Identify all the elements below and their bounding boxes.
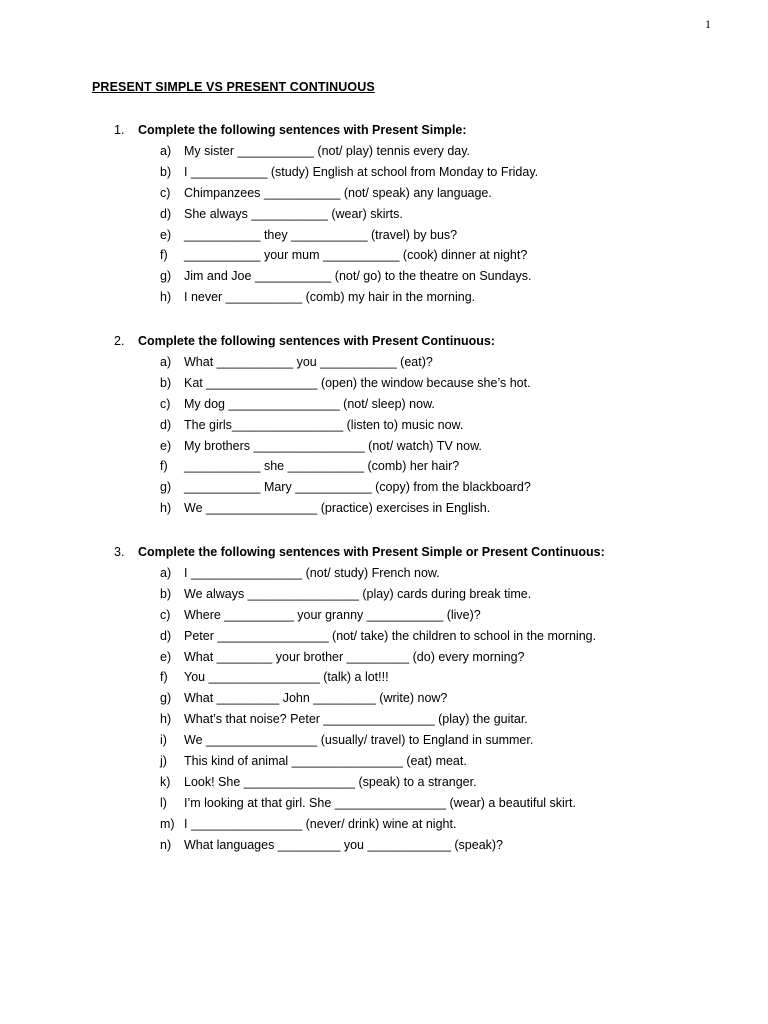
section-instructions: Complete the following sentences with Present Simple: (138, 123, 467, 137)
exercise-item (0, 290, 768, 311)
exercise-item (0, 587, 768, 608)
exercise-item (0, 817, 768, 838)
exercise-item (0, 775, 768, 796)
exercise-list (0, 355, 768, 522)
exercise-item (0, 629, 768, 650)
exercise-item (0, 796, 768, 817)
item-letter: b) (160, 586, 172, 601)
item-sentence: My sister ___________ (not/ play) tennis every day. (184, 144, 471, 158)
exercise-item (0, 480, 768, 501)
item-letter: g) (160, 480, 172, 495)
exercise-item (0, 712, 768, 733)
page-number: 1 (705, 17, 711, 31)
item-sentence: ___________ she ___________ (comb) her hair? (184, 459, 460, 474)
item-sentence: Where __________ your granny ___________ (live)? (184, 607, 481, 622)
item-letter: e) (160, 649, 172, 664)
exercise-item (0, 650, 768, 671)
item-sentence: What ________ your brother _________ (do) every morning? (184, 649, 525, 664)
item-sentence: Look! She ________________ (speak) to a stranger. (184, 774, 477, 789)
item-letter: f) (160, 248, 168, 263)
item-letter: g) (160, 691, 172, 706)
item-letter: d) (160, 206, 172, 221)
exercise-item (0, 501, 768, 522)
exercise-item (0, 670, 768, 691)
item-letter: j) (160, 754, 167, 769)
exercise-item (0, 838, 768, 859)
exercise-item (0, 228, 768, 249)
section-number: 2. (114, 334, 125, 348)
exercise-item (0, 376, 768, 397)
exercise-item (0, 269, 768, 290)
item-sentence: Jim and Joe ___________ (not/ go) to the theatre on Sundays. (184, 269, 532, 284)
item-letter: k) (160, 774, 171, 789)
item-sentence: My brothers ________________ (not/ watch) TV now. (184, 438, 482, 453)
section-heading (0, 334, 768, 355)
item-sentence: ___________ Mary ___________ (copy) from the blackboard? (184, 480, 531, 495)
item-sentence: My dog ________________ (not/ sleep) now. (184, 396, 435, 411)
document-title: PRESENT SIMPLE VS PRESENT CONTINUOUS (92, 80, 375, 94)
exercise-item (0, 165, 768, 186)
exercise-item (0, 248, 768, 269)
exercise-section-2 (0, 334, 768, 522)
item-letter: b) (160, 164, 172, 179)
section-number: 1. (114, 123, 125, 137)
section-heading (0, 123, 768, 144)
exercise-item (0, 566, 768, 587)
item-letter: h) (160, 501, 172, 516)
item-sentence: I never ___________ (comb) my hair in the morning. (184, 290, 476, 305)
exercise-item (0, 207, 768, 228)
item-sentence: I ___________ (study) English at school from Monday to Friday. (184, 164, 539, 179)
item-sentence: You ________________ (talk) a lot!!! (184, 670, 389, 685)
item-letter: n) (160, 837, 172, 852)
exercise-item (0, 144, 768, 165)
item-sentence: We ________________ (usually/ travel) to England in summer. (184, 733, 534, 748)
exercise-item (0, 186, 768, 207)
exercise-list (0, 566, 768, 858)
item-sentence: We always ________________ (play) cards during break time. (184, 586, 532, 601)
exercise-item (0, 397, 768, 418)
exercise-item (0, 754, 768, 775)
item-sentence: What languages _________ you ____________ (speak)? (184, 837, 504, 852)
item-sentence: I ________________ (never/ drink) wine at night. (184, 816, 457, 831)
item-sentence: This kind of animal ________________ (eat) meat. (184, 754, 467, 769)
item-sentence: What ___________ you ___________ (eat)? (184, 355, 433, 369)
item-letter: h) (160, 290, 172, 305)
item-sentence: We ________________ (practice) exercises in English. (184, 501, 491, 516)
section-heading (0, 545, 768, 566)
item-letter: h) (160, 712, 172, 727)
item-letter: c) (160, 607, 171, 622)
exercise-item (0, 459, 768, 480)
item-letter: l) (160, 795, 167, 810)
item-sentence: ___________ they ___________ (travel) by bus? (184, 227, 458, 242)
item-sentence: Peter ________________ (not/ take) the children to school in the morning. (184, 628, 597, 643)
item-sentence: Kat ________________ (open) the window because she’s hot. (184, 375, 531, 390)
item-sentence: What _________ John _________ (write) now? (184, 691, 448, 706)
section-instructions: Complete the following sentences with Present Simple or Present Continuous: (138, 545, 605, 559)
exercise-section-3 (0, 545, 768, 858)
item-letter: a) (160, 566, 172, 580)
item-sentence: What’s that noise? Peter ________________ (play) the guitar. (184, 712, 528, 727)
item-sentence: The girls________________ (listen to) music now. (184, 417, 464, 432)
item-letter: g) (160, 269, 172, 284)
item-letter: b) (160, 375, 172, 390)
item-letter: a) (160, 144, 172, 158)
exercise-item (0, 439, 768, 460)
item-sentence: She always ___________ (wear) skirts. (184, 206, 403, 221)
item-sentence: I ________________ (not/ study) French now. (184, 566, 440, 580)
item-letter: d) (160, 628, 172, 643)
item-letter: i) (160, 733, 167, 748)
exercise-item (0, 691, 768, 712)
exercise-item (0, 355, 768, 376)
item-letter: f) (160, 670, 168, 685)
item-letter: f) (160, 459, 168, 474)
section-number: 3. (114, 545, 125, 559)
item-letter: e) (160, 438, 172, 453)
item-letter: e) (160, 227, 172, 242)
item-letter: m) (160, 816, 175, 831)
item-letter: c) (160, 185, 171, 200)
exercise-list (0, 144, 768, 311)
item-sentence: I’m looking at that girl. She ________________ (wear) a beautiful skirt. (184, 795, 576, 810)
exercise-item (0, 608, 768, 629)
item-letter: d) (160, 417, 172, 432)
item-letter: c) (160, 396, 171, 411)
item-sentence: Chimpanzees ___________ (not/ speak) any language. (184, 185, 492, 200)
exercise-item (0, 733, 768, 754)
exercise-item (0, 418, 768, 439)
exercise-section-1 (0, 123, 768, 311)
item-sentence: ___________ your mum ___________ (cook) dinner at night? (184, 248, 528, 263)
section-instructions: Complete the following sentences with Present Continuous: (138, 334, 495, 348)
item-letter: a) (160, 355, 172, 369)
